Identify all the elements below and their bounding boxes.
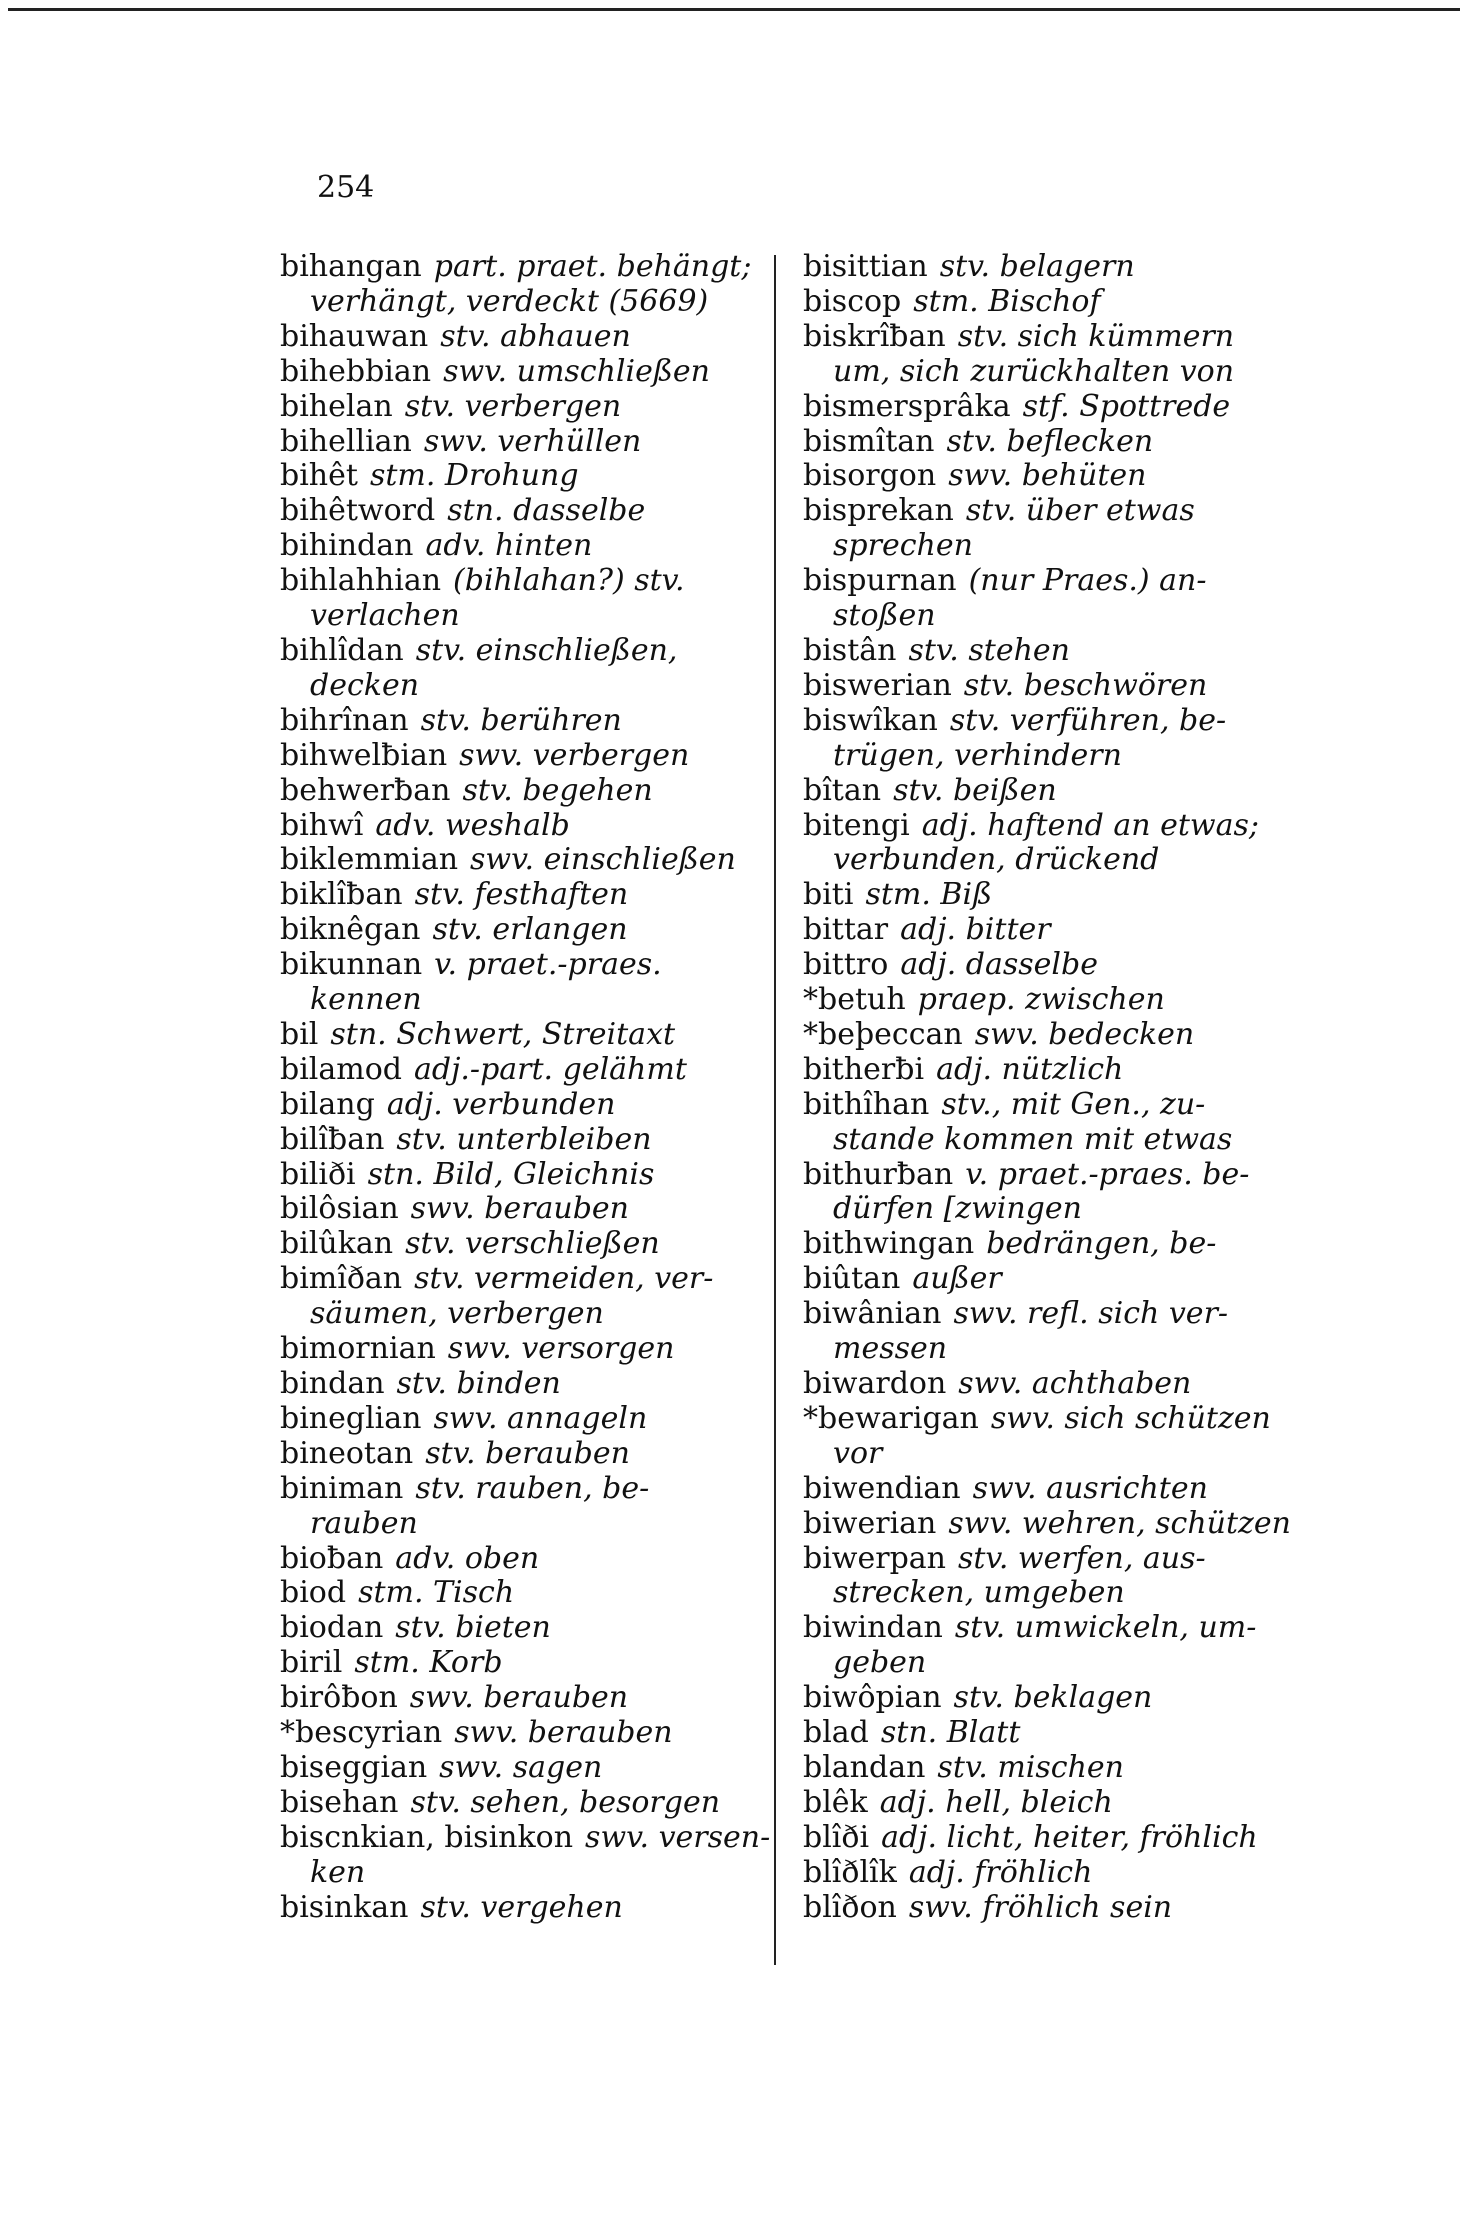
entry-headword: bithurƀan bbox=[803, 1156, 954, 1192]
entry-gloss: stv. beschwören bbox=[963, 667, 1208, 703]
dictionary-entry bbox=[803, 1611, 1283, 1681]
entry-headword: bithwingan bbox=[803, 1226, 975, 1262]
entry-gloss: stv. beklagen bbox=[953, 1680, 1153, 1716]
dictionary-entry bbox=[803, 1821, 1283, 1856]
entry-headword: *bescyrian bbox=[280, 1715, 443, 1751]
entry-gloss: stv. berauben bbox=[425, 1435, 630, 1471]
entry-gloss: stande kommen mit etwas bbox=[833, 1121, 1233, 1157]
entry-gloss: swv. bedecken bbox=[974, 1016, 1195, 1052]
entry-gloss: geben bbox=[833, 1645, 927, 1681]
entry-headword: bilôsian bbox=[280, 1191, 399, 1227]
dictionary-entry bbox=[280, 634, 750, 704]
entry-headword: bilamod bbox=[280, 1051, 402, 1087]
entry-gloss: stv. binden bbox=[396, 1366, 561, 1401]
dictionary-entry bbox=[803, 1297, 1283, 1367]
entry-headword: blîðlîk bbox=[803, 1854, 897, 1890]
dictionary-entry bbox=[280, 878, 750, 913]
dictionary-entry bbox=[803, 1088, 1283, 1158]
dictionary-entry bbox=[803, 634, 1283, 669]
entry-gloss: stm. Tisch bbox=[358, 1575, 515, 1611]
dictionary-entry bbox=[803, 1472, 1283, 1507]
entry-gloss: adj. hell, bleich bbox=[879, 1784, 1113, 1820]
dictionary-entry bbox=[803, 1402, 1283, 1472]
dictionary-entry bbox=[803, 390, 1283, 425]
entry-gloss: kennen bbox=[310, 982, 422, 1018]
entry-headword: bilûkan bbox=[280, 1226, 394, 1262]
left-column bbox=[280, 249, 771, 1926]
entry-gloss: swv. umschließen bbox=[443, 353, 710, 389]
entry-gloss: stn. dasselbe bbox=[447, 493, 646, 529]
entry-headword: bihelan bbox=[280, 388, 393, 424]
entry-headword: biwendian bbox=[803, 1470, 961, 1506]
dictionary-entry bbox=[280, 843, 750, 878]
dictionary-entry bbox=[803, 1751, 1283, 1786]
dictionary-entry bbox=[803, 948, 1283, 983]
entry-headword: biwindan bbox=[803, 1610, 943, 1646]
entry-headword: bilang bbox=[280, 1086, 375, 1122]
entry-headword: biwerian bbox=[803, 1505, 937, 1541]
dictionary-entry bbox=[803, 564, 1283, 634]
entry-headword: bisehan bbox=[280, 1784, 399, 1820]
entry-headword: bismersprâka bbox=[803, 388, 1011, 424]
dictionary-entry bbox=[803, 1681, 1283, 1716]
entry-gloss: bedrängen, be- bbox=[986, 1226, 1217, 1262]
entry-headword: bihindan bbox=[280, 528, 414, 564]
dictionary-entry bbox=[803, 1542, 1283, 1612]
dictionary-entry bbox=[280, 1472, 750, 1542]
entry-gloss: rauben bbox=[310, 1505, 418, 1541]
entry-headword: *betuh bbox=[803, 982, 906, 1018]
entry-headword: bîtan bbox=[803, 772, 882, 808]
dictionary-entry bbox=[803, 459, 1283, 494]
entry-headword: blîðon bbox=[803, 1889, 897, 1925]
entry-gloss: stv. mischen bbox=[937, 1749, 1124, 1785]
page-number: 254 bbox=[317, 170, 375, 205]
entry-headword: bioƀan bbox=[280, 1540, 384, 1576]
dictionary-entry bbox=[803, 425, 1283, 460]
entry-headword: biwânian bbox=[803, 1296, 942, 1332]
entry-gloss: adj. fröhlich bbox=[908, 1854, 1093, 1890]
entry-gloss: swv. berauben bbox=[409, 1680, 629, 1716]
dictionary-entry bbox=[280, 739, 750, 774]
entry-gloss: stv. beißen bbox=[893, 772, 1057, 808]
entry-gloss: adv. hinten bbox=[425, 528, 593, 564]
entry-headword: biknêgan bbox=[280, 912, 421, 948]
entry-headword: bihêt bbox=[280, 458, 358, 494]
entry-gloss: sprechen bbox=[833, 528, 973, 564]
entry-headword: biskrîƀan bbox=[803, 318, 946, 354]
entry-gloss: (nur Praes.) an- bbox=[968, 563, 1207, 599]
entry-gloss: swv. berauben bbox=[454, 1715, 673, 1751]
entry-headword: biscnkian, bisinkon bbox=[280, 1819, 574, 1855]
entry-headword: bistân bbox=[803, 632, 897, 668]
dictionary-entry bbox=[803, 878, 1283, 913]
entry-gloss: praep. zwischen bbox=[917, 982, 1165, 1018]
dictionary-entry bbox=[803, 704, 1283, 774]
entry-headword: bihwî bbox=[280, 807, 364, 843]
entry-gloss: adj. bitter bbox=[900, 912, 1051, 948]
top-rule bbox=[8, 8, 1460, 11]
dictionary-entry bbox=[280, 1786, 750, 1821]
entry-gloss: stv., mit Gen., zu- bbox=[941, 1086, 1206, 1122]
dictionary-entry bbox=[280, 1053, 750, 1088]
entry-gloss: stv. über etwas bbox=[965, 493, 1195, 529]
entry-gloss: swv. sagen bbox=[439, 1749, 603, 1785]
dictionary-entry bbox=[280, 1751, 750, 1786]
entry-gloss: stv. werfen, aus- bbox=[957, 1540, 1206, 1576]
dictionary-entry bbox=[280, 564, 750, 634]
dictionary-entry bbox=[803, 1505, 1291, 1542]
entry-headword: bihrînan bbox=[280, 702, 409, 738]
dictionary-entry bbox=[280, 529, 750, 564]
entry-gloss: stn. Blatt bbox=[880, 1715, 1021, 1751]
dictionary-entry bbox=[803, 1891, 1283, 1926]
entry-headword: bihêtword bbox=[280, 493, 436, 529]
entry-headword: bihwelƀian bbox=[280, 737, 448, 773]
dictionary-entry bbox=[280, 1262, 750, 1332]
entry-headword: biklemmian bbox=[280, 842, 459, 878]
entry-gloss: adj. nützlich bbox=[936, 1051, 1124, 1087]
entry-gloss: swv. verhüllen bbox=[423, 423, 642, 459]
entry-gloss: adv. oben bbox=[395, 1540, 540, 1576]
entry-headword: bindan bbox=[280, 1366, 385, 1401]
dictionary-entry bbox=[280, 1819, 771, 1891]
dictionary-entry bbox=[280, 355, 750, 390]
entry-gloss: adj. verbunden bbox=[386, 1086, 616, 1122]
entry-headword: bitengi bbox=[803, 807, 910, 843]
dictionary-entry bbox=[280, 1576, 750, 1611]
entry-headword: bisinkan bbox=[280, 1889, 409, 1925]
dictionary-entry bbox=[280, 809, 750, 844]
entry-gloss: strecken, umgeben bbox=[833, 1575, 1125, 1611]
dictionary-entry bbox=[280, 250, 750, 320]
entry-headword: biwôpian bbox=[803, 1680, 942, 1716]
dictionary-entry bbox=[280, 1891, 750, 1926]
entry-headword: bihlîdan bbox=[280, 632, 404, 668]
dictionary-entry bbox=[280, 1192, 750, 1227]
entry-gloss: adj.-part. gelähmt bbox=[414, 1051, 687, 1087]
entry-gloss: ken bbox=[310, 1854, 366, 1890]
entry-gloss: stv. begehen bbox=[462, 772, 653, 808]
entry-headword: bihebbian bbox=[280, 353, 432, 389]
entry-gloss: decken bbox=[310, 667, 420, 703]
dictionary-entry bbox=[803, 1262, 1283, 1297]
entry-headword: biwerpan bbox=[803, 1540, 946, 1576]
entry-headword: bispurnan bbox=[803, 563, 957, 599]
entry-gloss: stv. umwickeln, um- bbox=[954, 1610, 1257, 1646]
dictionary-entry bbox=[280, 1088, 750, 1123]
entry-gloss: stv. vermeiden, ver- bbox=[414, 1261, 714, 1297]
entry-gloss: swv. achthaben bbox=[958, 1366, 1192, 1401]
dictionary-entry bbox=[280, 1716, 750, 1751]
entry-headword: behwerƀan bbox=[280, 772, 451, 808]
entry-headword: bikunnan bbox=[280, 947, 423, 983]
entry-headword: bimornian bbox=[280, 1331, 436, 1367]
entry-gloss: stv. verschließen bbox=[405, 1226, 660, 1262]
entry-headword: biril bbox=[280, 1645, 343, 1681]
dictionary-entry bbox=[280, 1542, 750, 1577]
entry-headword: biswîkan bbox=[803, 702, 938, 738]
entry-headword: bihangan bbox=[280, 249, 422, 284]
dictionary-entry bbox=[280, 1402, 750, 1437]
entry-gloss: stv. beflecken bbox=[946, 423, 1154, 459]
entry-headword: biliði bbox=[280, 1156, 356, 1192]
dictionary-entry bbox=[803, 809, 1283, 879]
dictionary-entry bbox=[280, 1332, 750, 1367]
dictionary-entry bbox=[280, 913, 750, 948]
entry-gloss: swv. berauben bbox=[410, 1191, 629, 1227]
entry-headword: biscop bbox=[803, 283, 902, 319]
entry-gloss: swv. refl. sich ver- bbox=[953, 1296, 1229, 1332]
entry-gloss: verlachen bbox=[310, 598, 460, 634]
entry-headword: bihlahhian bbox=[280, 563, 442, 599]
entry-headword: bismîtan bbox=[803, 423, 935, 459]
entry-headword: birôƀon bbox=[280, 1680, 398, 1716]
dictionary-entry bbox=[803, 1018, 1283, 1053]
dictionary-entry bbox=[803, 285, 1283, 320]
entry-headword: biodan bbox=[280, 1610, 384, 1646]
entry-headword: *beþeccan bbox=[803, 1016, 963, 1052]
dictionary-entry bbox=[280, 425, 750, 460]
dictionary-entry bbox=[280, 774, 750, 809]
dictionary-entry bbox=[280, 1227, 750, 1262]
entry-headword: biti bbox=[803, 877, 854, 913]
entry-gloss: swv. versen- bbox=[585, 1819, 771, 1855]
dictionary-entry bbox=[803, 1053, 1283, 1088]
entry-gloss: stv. stehen bbox=[908, 632, 1070, 668]
entry-gloss: swv. ausrichten bbox=[972, 1470, 1208, 1506]
dictionary-entry bbox=[803, 1856, 1283, 1891]
entry-headword: bithîhan bbox=[803, 1086, 930, 1122]
dictionary-entry bbox=[803, 1367, 1283, 1402]
entry-gloss: säumen, verbergen bbox=[310, 1296, 604, 1332]
entry-gloss: stv. abhauen bbox=[440, 318, 631, 354]
entry-gloss: stv. sich kümmern bbox=[957, 318, 1235, 354]
entry-gloss: stm. Drohung bbox=[369, 458, 579, 494]
right-column bbox=[803, 249, 1291, 1926]
entry-gloss: dürfen [zwingen bbox=[833, 1191, 1082, 1227]
dictionary-entry bbox=[280, 1437, 750, 1472]
entry-gloss: stv. verbergen bbox=[404, 388, 622, 424]
entry-gloss: v. praet.-praes. be- bbox=[965, 1156, 1250, 1192]
column-divider bbox=[774, 255, 776, 1965]
dictionary-entry bbox=[280, 1018, 750, 1053]
entry-headword: bittar bbox=[803, 912, 889, 948]
entry-gloss: stv. unterbleiben bbox=[396, 1121, 652, 1157]
dictionary-entry bbox=[803, 494, 1283, 564]
dictionary-entry bbox=[280, 320, 750, 355]
entry-gloss: stv. berühren bbox=[420, 702, 622, 738]
entry-headword: bihellian bbox=[280, 423, 412, 459]
entry-gloss: verbunden, drückend bbox=[833, 842, 1160, 878]
entry-headword: biniman bbox=[280, 1470, 404, 1506]
dictionary-entry bbox=[280, 704, 750, 739]
entry-gloss: adv. weshalb bbox=[375, 807, 570, 843]
dictionary-entry bbox=[803, 913, 1283, 948]
dictionary-entry bbox=[803, 1716, 1283, 1751]
entry-gloss: stv. rauben, be- bbox=[415, 1470, 650, 1506]
entry-headword: bil bbox=[280, 1016, 319, 1052]
entry-gloss: stv. belagern bbox=[939, 249, 1135, 284]
entry-gloss: stm. Korb bbox=[354, 1645, 503, 1681]
dictionary-entry bbox=[280, 1123, 750, 1158]
entry-headword: bilîƀan bbox=[280, 1121, 385, 1157]
entry-headword: biklîƀan bbox=[280, 877, 403, 913]
entry-headword: bitherƀi bbox=[803, 1051, 925, 1087]
entry-headword: bihauwan bbox=[280, 318, 429, 354]
dictionary-entry bbox=[280, 1158, 750, 1193]
entry-gloss: swv. wehren, schützen bbox=[948, 1505, 1291, 1541]
entry-gloss: stv. sehen, besorgen bbox=[410, 1784, 721, 1820]
entry-headword: biswerian bbox=[803, 667, 952, 703]
dictionary-entry bbox=[280, 459, 750, 494]
entry-gloss: (bihlahan?) stv. bbox=[453, 563, 685, 599]
entry-gloss: swv. sich schützen bbox=[990, 1400, 1271, 1436]
entry-gloss: stn. Schwert, Streitaxt bbox=[330, 1016, 676, 1052]
entry-headword: *bewarigan bbox=[803, 1400, 979, 1436]
entry-gloss: swv. einschließen bbox=[470, 842, 736, 878]
entry-headword: bisprekan bbox=[803, 493, 954, 529]
dictionary-entry bbox=[280, 494, 750, 529]
entry-gloss: swv. behüten bbox=[948, 458, 1147, 494]
entry-headword: biwardon bbox=[803, 1366, 947, 1401]
entry-headword: biod bbox=[280, 1575, 347, 1611]
entry-gloss: stm. Bischof bbox=[913, 283, 1101, 319]
entry-gloss: stv. erlangen bbox=[432, 912, 628, 948]
entry-gloss: stm. Biß bbox=[865, 877, 993, 913]
entry-headword: blad bbox=[803, 1715, 869, 1751]
entry-headword: blandan bbox=[803, 1749, 926, 1785]
entry-gloss: trügen, verhindern bbox=[833, 737, 1122, 773]
entry-gloss: um, sich zurückhalten von bbox=[833, 353, 1235, 389]
dictionary-entry bbox=[803, 1158, 1283, 1228]
dictionary-entry bbox=[803, 774, 1283, 809]
dictionary-entry bbox=[803, 320, 1283, 390]
dictionary-entry bbox=[803, 1786, 1283, 1821]
dictionary-entry bbox=[803, 250, 1283, 285]
dictionary-entry bbox=[280, 1611, 750, 1646]
entry-gloss: stf. Spottrede bbox=[1022, 388, 1231, 424]
entry-headword: blîði bbox=[803, 1819, 870, 1855]
dictionary-entry bbox=[803, 983, 1283, 1018]
entry-gloss: swv. fröhlich sein bbox=[908, 1889, 1173, 1925]
entry-gloss: stv. verführen, be- bbox=[949, 702, 1227, 738]
entry-gloss: stn. Bild, Gleichnis bbox=[367, 1156, 655, 1192]
dictionary-entry bbox=[280, 1646, 750, 1681]
entry-gloss: part. praet. behängt; bbox=[433, 249, 752, 284]
entry-headword: blêk bbox=[803, 1784, 868, 1820]
entry-gloss: vor bbox=[833, 1435, 883, 1471]
dictionary-entry bbox=[280, 1681, 750, 1716]
entry-gloss: v. praet.-praes. bbox=[434, 947, 662, 983]
entry-gloss: adj. licht, heiter, fröhlich bbox=[881, 1819, 1258, 1855]
entry-gloss: messen bbox=[833, 1331, 948, 1367]
entry-headword: bisorgon bbox=[803, 458, 937, 494]
dictionary-entry bbox=[803, 669, 1283, 704]
entry-gloss: stoßen bbox=[833, 598, 936, 634]
dictionary-entry bbox=[803, 1227, 1283, 1262]
entry-gloss: swv. versorgen bbox=[447, 1331, 675, 1367]
dictionary-entry bbox=[280, 390, 750, 425]
entry-gloss: stv. einschließen, bbox=[415, 632, 678, 668]
entry-gloss: adj. haftend an etwas; bbox=[921, 807, 1259, 843]
entry-gloss: verhängt, verdeckt (5669) bbox=[310, 283, 709, 319]
entry-gloss: stv. bieten bbox=[395, 1610, 551, 1646]
entry-headword: bisittian bbox=[803, 249, 928, 284]
entry-headword: biûtan bbox=[803, 1261, 901, 1297]
entry-headword: bittro bbox=[803, 947, 889, 983]
entry-gloss: adj. dasselbe bbox=[900, 947, 1098, 983]
entry-gloss: swv. verbergen bbox=[459, 737, 690, 773]
entry-gloss: stv. vergehen bbox=[420, 1889, 623, 1925]
entry-gloss: außer bbox=[912, 1261, 1002, 1297]
entry-headword: bineotan bbox=[280, 1435, 414, 1471]
dictionary-entry bbox=[280, 948, 750, 1018]
entry-gloss: stv. festhaften bbox=[414, 877, 629, 913]
entry-headword: bimîðan bbox=[280, 1261, 403, 1297]
entry-headword: bineglian bbox=[280, 1400, 422, 1436]
entry-headword: biseggian bbox=[280, 1749, 428, 1785]
entry-gloss: swv. annageln bbox=[433, 1400, 648, 1436]
dictionary-entry bbox=[280, 1367, 750, 1402]
